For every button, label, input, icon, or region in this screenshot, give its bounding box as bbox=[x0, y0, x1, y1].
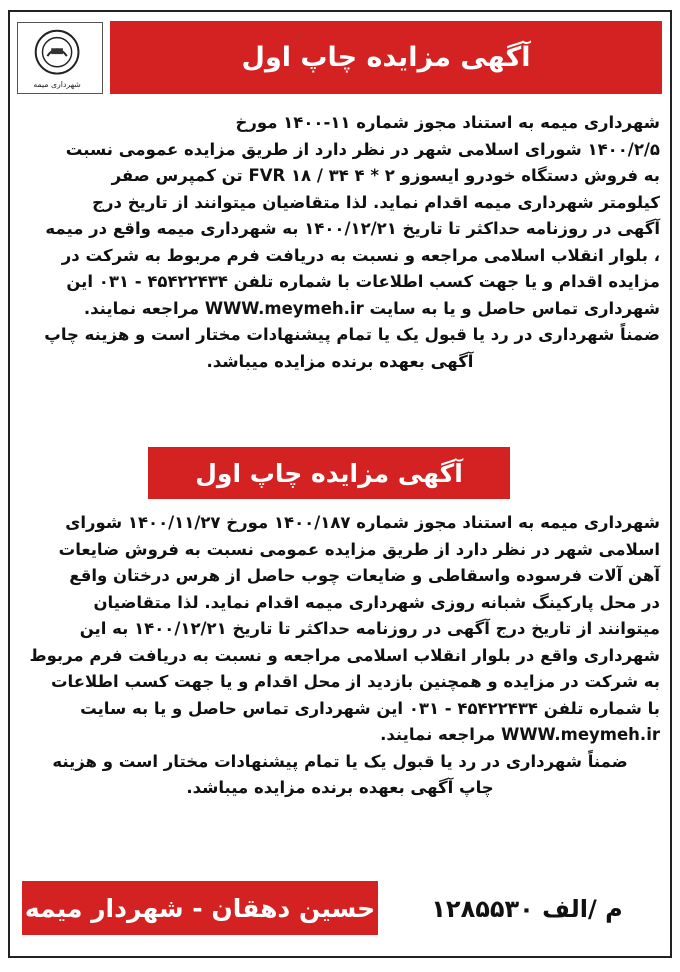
notice2-line: اسلامی شهر در نظر دارد از طریق مزایده عمومی نسبت به فروش ضایعات bbox=[58, 539, 660, 559]
notice2-line: شهرداری واقع در بلوار انقلاب اسلامی مراجعه و نسبت به دریافت فرم مربوط bbox=[29, 645, 660, 665]
notice1-line: شهرداری تماس حاصل و یا به سایت WWW.meymeh.ir مراجعه نمایند. bbox=[83, 298, 660, 318]
notice1-line: مزایده اقدام و یا جهت کسب اطلاعات با شماره تلفن ۴۵۴۲۲۴۳۴ - ۰۳۱ این bbox=[66, 272, 660, 291]
notice2-line: چاپ آگهی بعهده برنده مزایده میباشد. bbox=[186, 778, 494, 797]
logo-caption: شهرداری میمه bbox=[33, 80, 81, 90]
notice1-line: ضمناً شهرداری در رد یا قبول یک یا تمام پیشنهادات مختار است و هزینه چاپ bbox=[44, 325, 660, 344]
notice1-line: آگهی در روزنامه حداکثر تا تاریخ ۱۴۰۰/۱۲/۲۱ به شهرداری میمه واقع در میمه bbox=[45, 219, 660, 238]
notice1-line: کیلومتر شهرداری میمه اقدام نماید. لذا متقاضیان میتوانند از تاریخ درج bbox=[92, 192, 660, 212]
municipality-logo bbox=[17, 22, 103, 94]
notice2-line: با شماره تلفن ۴۵۴۲۲۴۳۴ - ۰۳۱ این شهرداری تماس حاصل و یا به سایت bbox=[80, 698, 660, 718]
notice2-line: شهرداری میمه به استناد مجوز شماره ۱۴۰۰/۱۸۷ مورخ ۱۴۰۰/۱۱/۲۷ شورای bbox=[65, 513, 660, 532]
notice2-line: WWW.meymeh.ir مراجعه نمایند. bbox=[380, 725, 660, 744]
notice2-line: در محل پارکینگ شبانه روزی شهرداری میمه اقدام نماید. لذا متقاضیان bbox=[93, 592, 660, 612]
notice2-body bbox=[20, 510, 660, 802]
publication-code: م /الف ۱۲۸۵۵۳۰ bbox=[431, 895, 623, 923]
notice1-body bbox=[20, 110, 660, 375]
notice2-line: به شرکت در مزایده و همچنین بازدید از محل اقدام و یا جهت کسب اطلاعات bbox=[50, 672, 660, 691]
signature-banner: حسین دهقان - شهردار میمه bbox=[22, 881, 378, 935]
notice1-line: به فروش دستگاه خودرو ایسوزو ۲ * ۴ ۳۴ / FVR ۱۸ تن کمپرس صفر bbox=[111, 166, 660, 185]
notice1-line: آگهی بعهده برنده مزایده میباشد. bbox=[206, 351, 474, 371]
notice1-line: ۱۴۰۰/۲/۵ شورای اسلامی شهر در نظر دارد از طریق مزایده عمومی نسبت bbox=[65, 139, 660, 159]
notice2-title: آگهی مزایده چاپ اول bbox=[148, 447, 510, 499]
notice1-line: ، بلوار انقلاب اسلامی مراجعه و نسبت به دریافت فرم مربوط به شرکت در bbox=[61, 245, 660, 265]
notice2-line: میتوانند از تاریخ درج آگهی در روزنامه حداکثر تا تاریخ ۱۴۰۰/۱۲/۲۱ به این bbox=[79, 619, 660, 638]
notice2-line: ضمناً شهرداری در رد یا قبول یک یا تمام پیشنهادات مختار است و هزینه bbox=[52, 751, 628, 771]
notice2-line: آهن آلات فرسوده واسقاطی و ضایعات چوب حاصل از هرس درختان واقع bbox=[69, 566, 660, 585]
notice1-line: شهرداری میمه به استناد مجوز شماره ۱۱-۱۴۰۰ مورخ bbox=[235, 113, 660, 132]
notice1-title: آگهی مزایده چاپ اول bbox=[110, 21, 662, 94]
